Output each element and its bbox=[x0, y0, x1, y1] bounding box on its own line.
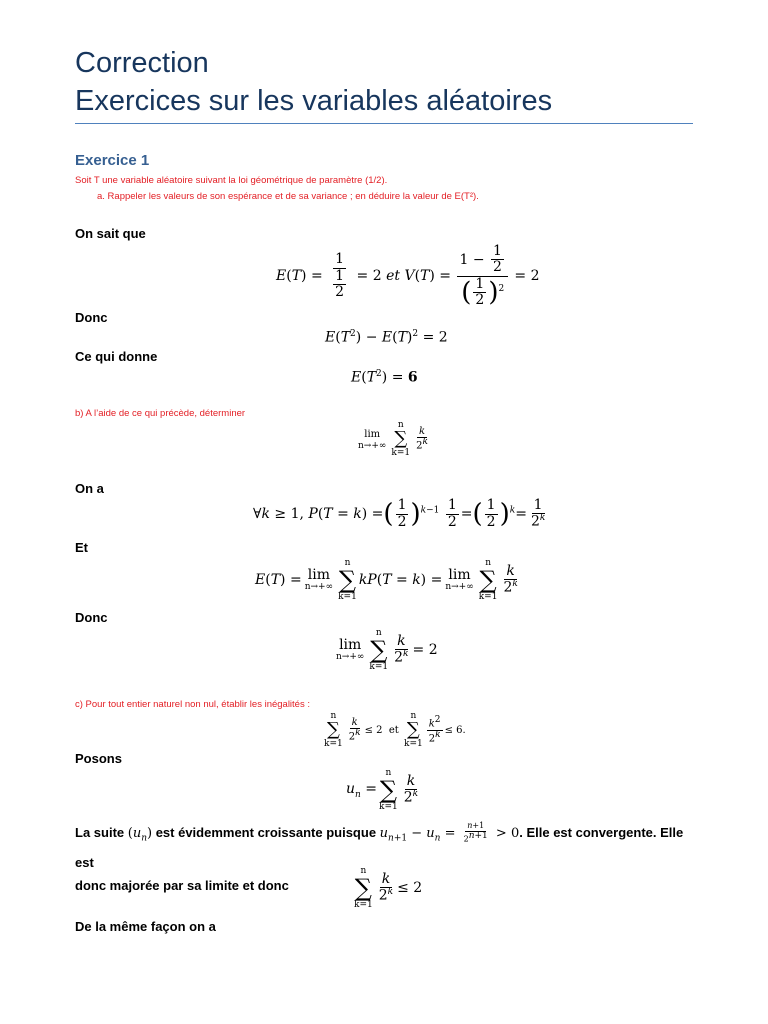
equation-expectation-series: E(T) = lim n→+∞ n ∑ k=1 kP(T = k) = lim n→+∞ n ∑ k=1 $\frac{k}{2^k}$ bbox=[255, 558, 518, 602]
equation-limit-result: lim n→+∞ n ∑ k=1 $\frac{k}{2^k}$ = 2 bbox=[336, 628, 438, 672]
equation-sum-bound: n ∑ k=1 $\frac{k}{2^k}$ ≤ 2 bbox=[354, 866, 423, 910]
la-suite-text-c: . Elle est convergente. Elle est bbox=[75, 825, 684, 870]
exercise-part-a: a. Rappeler les valeurs de son espérance et de sa variance ; en déduire la valeur de E(T²). bbox=[97, 191, 479, 202]
label-de-la-meme-facon: De la même façon on a bbox=[75, 919, 216, 934]
exercise-part-b: b) A l’aide de ce qui précède, déterminer bbox=[75, 408, 246, 419]
title-line-2: Exercices sur les variables aléatoires bbox=[75, 85, 553, 117]
la-suite-text-a: La suite bbox=[75, 825, 128, 840]
equation-moment-difference: $E(T^2) - E(T)^2 = 2$ bbox=[325, 329, 448, 346]
equation-limit-target: lim n→+∞ n ∑ k=1 $\frac{k}{2^k}$ bbox=[358, 420, 428, 458]
exercise-heading: Exercice 1 bbox=[75, 152, 150, 169]
document-title bbox=[75, 44, 552, 120]
exercise-statement: Soit T une variable aléatoire suivant la loi géométrique de paramètre (1/2). bbox=[75, 175, 388, 186]
paragraph-la-suite: La suite $(u_n)$ est évidemment croissante puisque $u_{n+1} - u_n$ = $\frac{n+1}{2^{n+1}}$ > 0. Elle est convergente. Elle est donc majorée par sa limite et donc bbox=[75, 821, 684, 893]
label-et: Et bbox=[75, 540, 88, 555]
label-posons: Posons bbox=[75, 751, 122, 766]
label-donc-1: Donc bbox=[75, 310, 108, 325]
equation-inequalities: n ∑ k=1 $\frac{k}{2^k}$ ≤ 2 et n ∑ k=1 $\frac{k^2}{2^k}$ ≤ 6. bbox=[324, 711, 466, 749]
title-line-1: Correction bbox=[75, 47, 209, 79]
label-on-sait-que: On sait que bbox=[75, 226, 146, 241]
equation-geometric-law: ∀k ≥ 1, P(T = k) =( $\frac{1}{2}$ )$^{k-1}$ $\frac{1}{2}$ =( $\frac{1}{2}$ )$^k$= $\frac{1}{2^k}$ bbox=[253, 497, 546, 531]
equation-expectation-variance: E(T) = $\frac{1}{\frac{1}{2}}$ = 2 et V(T) = 1 − $\frac{1}{2}$ ( $\frac{1}{2}$ )$^2$ = 2 bbox=[276, 243, 540, 309]
equation-define-un: $u_n$ = n ∑ k=1 $\frac{k}{2^k}$ bbox=[346, 768, 419, 812]
la-suite-text-line2: donc majorée par sa limite et donc bbox=[75, 877, 289, 893]
exercise-part-c: c) Pour tout entier naturel non nul, établir les inégalités : bbox=[75, 699, 310, 710]
equation-second-moment: $E(T^2) = 6$ bbox=[351, 369, 418, 386]
title-rule bbox=[75, 123, 693, 124]
la-suite-text-b: est évidemment croissante puisque bbox=[152, 825, 380, 840]
label-donc-2: Donc bbox=[75, 610, 108, 625]
label-ce-qui-donne: Ce qui donne bbox=[75, 349, 158, 364]
label-on-a: On a bbox=[75, 481, 104, 496]
